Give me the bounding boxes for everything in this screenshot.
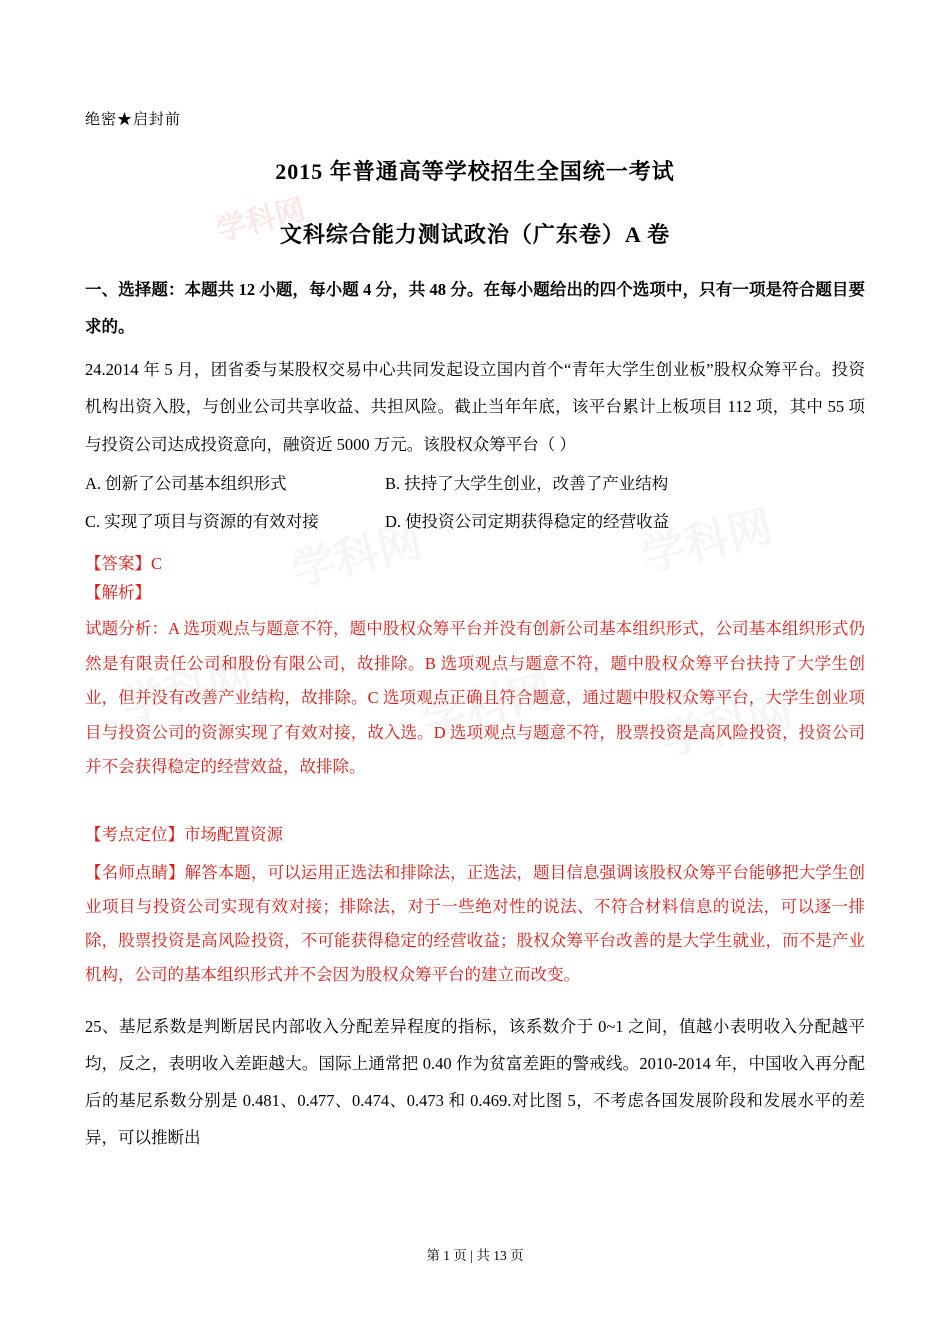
- page-footer: 第 1 页 | 共 13 页: [426, 1248, 524, 1263]
- watermark-logo: 学科网: [657, 686, 798, 767]
- answer-value: C: [151, 553, 163, 573]
- option-b: B. 扶持了大学生创业，改善了产业结构: [385, 473, 669, 493]
- question-24-options-row-1: [85, 465, 865, 503]
- classification-label: 绝密★启封前: [85, 112, 182, 128]
- question-24-options-row-2: [85, 503, 865, 541]
- teacher-tip-paragraph: [85, 856, 865, 991]
- teacher-tip-text: 解答本题，可以运用正选法和排除法，正选法，题目信息强调该股权众筹平台能够把大学生创业项目与投资公司实现有效对接；排除法，对于一些绝对性的说法、不符合材料信息的说法，可以逐一排除，股票投资是高风险投资，不可能获得稳定的经营收益；股权众筹平台改善的是大学生就业，而不是产业机构，公司的基本组织形式并不会因为股权众筹平台的建立而改变。: [85, 863, 866, 984]
- analysis-body: 试题分析：A 选项观点与题意不符，题中股权众筹平台并没有创新公司基本组织形式，公司基本组织形式仍然是有限责任公司和股份有限公司，故排除。B 选项观点与题意不符，题中股权众筹平台扶持了大学生创业，但并没有改善产业结构，故排除。C 选项观点正确且符合题意，通过题中股权众筹平台，大学生创业项目与投资公司的资源实现了有效对接，故入选。D 选项观点与题意不符，股票投资是高风险投资，投资公司并不会获得稳定的经营效益，故排除。: [85, 618, 865, 777]
- option-d: D. 使投资公司定期获得稳定的经营收益: [385, 511, 670, 531]
- analysis-label: 【解析】: [85, 583, 151, 603]
- watermark-logo: 学科网: [637, 501, 778, 582]
- option-a: A. 创新了公司基本组织形式: [85, 473, 287, 493]
- answer-line: [85, 549, 865, 579]
- exam-point-text: 市场配置资源: [184, 825, 283, 845]
- section-header: 一、选择题：本题共 12 小题，每小题 4 分，共 48 分。在每小题给出的四个选项中，只有一项是符合题目要求的。: [85, 280, 865, 337]
- teacher-tip-label: 【名师点睛】: [85, 863, 185, 883]
- exam-subtitle: 文科综合能力测试政治（广东卷）A 卷: [279, 222, 671, 247]
- exam-point-label: 【考点定位】: [85, 825, 184, 845]
- option-c: C. 实现了项目与资源的有效对接: [85, 511, 319, 531]
- answer-label: 【答案】: [85, 553, 151, 573]
- watermark-logo: 学科网: [213, 193, 309, 248]
- question-25-stem: 25、基尼系数是判断居民内部收入分配差异程度的指标，该系数介于 0~1 之间，值越小表明收入分配越平均，反之，表明收入差距越大。国际上通常把 0.40 作为贫富差距的警戒线。2010-2014 年，中国收入再分配后的基尼系数分别是 0.481、0.477、0.474、0.473 和 0.469.对比图 5，不考虑各国发展阶段和发展水平的差异，可以推断出: [85, 1016, 866, 1148]
- watermark-logo: 学科网: [287, 516, 428, 597]
- watermark-logo: 学科网: [417, 666, 558, 747]
- exam-point-line: [85, 819, 865, 850]
- question-24-stem: 24.2014 年 5 月，团省委与某股权交易中心共同发起设立国内首个“青年大学生创业板”股权众筹平台。投资机构出资入股，与创业公司共享收益、共担风险。截止当年年底，该平台累计上板项目 112 项，其中 55 项与投资公司达成投资意向，融资近 5000 万元。该股权众筹平台（ ）: [85, 360, 865, 454]
- exam-title: 2015 年普通高等学校招生全国统一考试: [275, 159, 675, 184]
- watermark-logo: 学科网: [117, 651, 258, 732]
